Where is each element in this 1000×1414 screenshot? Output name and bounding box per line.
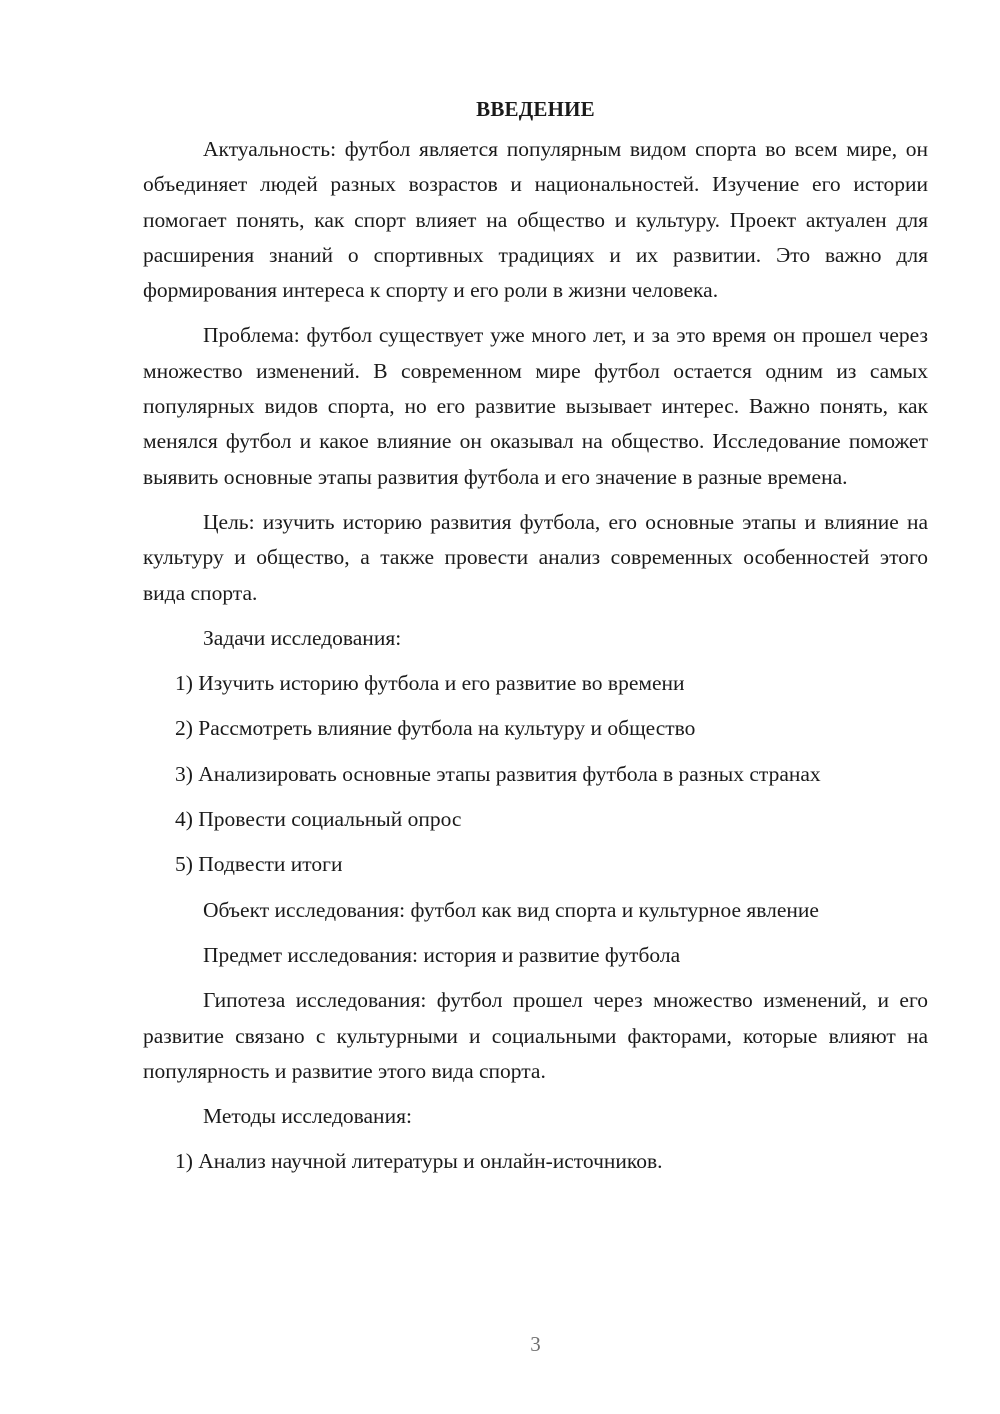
methods-title: Методы исследования: — [203, 1104, 412, 1129]
object-line: Объект исследования: футбол как вид спорта и культурное явление — [203, 897, 819, 922]
relevance-paragraph: Актуальность: футбол является популярным видом спорта во всем мире, он объединяет людей разных возрастов и национальностей. Изучение его истории помогает понять, как спорт влияет на общество и культуру. Проект актуален для расширения знаний о спортивных традициях и их развитии. Это важно для формирования интереса к спорту и его роли в жизни человека. — [143, 137, 928, 303]
task-item: 2) Рассмотреть влияние футбола на культуру и общество — [175, 716, 696, 741]
document-page — [143, 92, 928, 1180]
section-heading: ВВЕДЕНИЕ — [476, 97, 595, 121]
subject-line: Предмет исследования: история и развитие футбола — [203, 942, 681, 967]
hypothesis-paragraph: Гипотеза исследования: футбол прошел через множество изменений, и его развитие связано с культурными и социальными факторами, которые влияют на популярность и развитие этого вида спорта. — [143, 988, 928, 1083]
task-item: 1) Изучить историю футбола и его развитие во времени — [175, 671, 685, 696]
task-item: 5) Подвести итоги — [175, 852, 343, 877]
page-number: 3 — [530, 1332, 541, 1356]
method-item: 1) Анализ научной литературы и онлайн-источников. — [175, 1149, 663, 1174]
problem-paragraph: Проблема: футбол существует уже много лет, и за это время он прошел через множество изменений. В современном мире футбол остается одним из самых популярных видов спорта, но его развитие вызывает интерес. Важно понять, как менялся футбол и какое влияние он оказывал на общество. Исследование поможет выявить основные этапы развития футбола и его значение в разные времена. — [143, 323, 928, 489]
tasks-title: Задачи исследования: — [203, 625, 402, 650]
task-item: 4) Провести социальный опрос — [175, 807, 462, 832]
task-item: 3) Анализировать основные этапы развития футбола в разных странах — [175, 761, 821, 786]
goal-paragraph: Цель: изучить историю развития футбола, его основные этапы и влияние на культуру и общество, а также провести анализ современных особенностей этого вида спорта. — [143, 509, 928, 605]
